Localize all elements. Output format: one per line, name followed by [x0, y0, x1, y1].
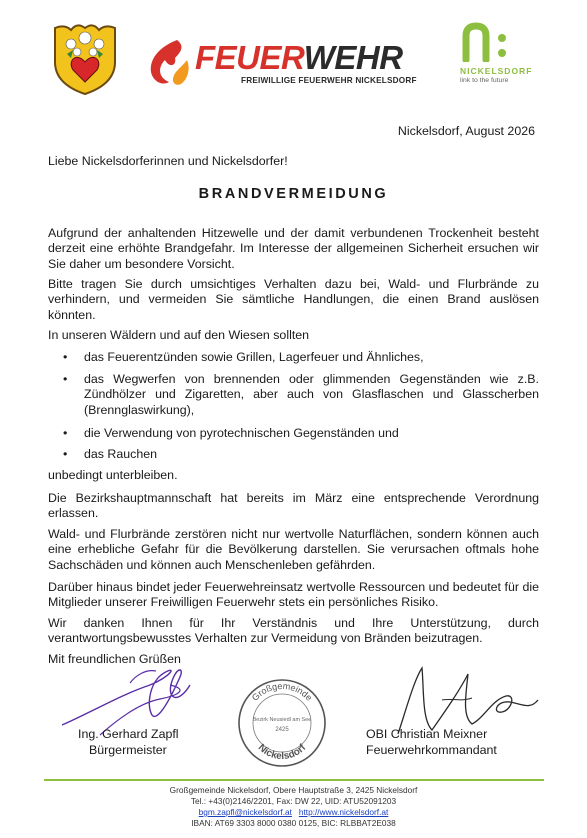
- stamp-seal-icon: [236, 677, 328, 769]
- stamp-bottom-text: Nickelsdorf: [255, 742, 309, 763]
- coat-of-arms-icon: [47, 22, 123, 96]
- commander-name: OBI Christian Meixner: [366, 727, 488, 741]
- commander-role: Feuerwehrkommandant: [366, 743, 497, 757]
- mayor-role: Bürgermeister: [89, 743, 167, 757]
- municipality-logo: [460, 22, 540, 86]
- footer-website-link[interactable]: http://www.nickelsdorf.at: [298, 807, 389, 817]
- footer-contact: Tel.: +43(0)2146/2201, Fax: DW 22, UID: ATU52091203: [190, 796, 397, 806]
- list-item: die Verwendung von pyrotechnischen Gegenständen und: [84, 426, 399, 440]
- brand-wordmark: [195, 40, 403, 76]
- municipality-logo-name: NICKELSDORF: [460, 66, 533, 76]
- paragraph-3: In unseren Wäldern und auf den Wiesen sollten: [48, 328, 310, 342]
- stamp-code-text: 2425: [275, 727, 289, 733]
- paragraph-7: Darüber hinaus bindet jeder Feuerwehreinsatz wertvolle Ressourcen und bedeutet für die Mitglieder unserer Freiwilligen Feuerwehr stets ein persönliches Risiko.: [48, 580, 539, 610]
- list-item: das Rauchen: [84, 447, 158, 461]
- place-date: Nickelsdorf, August 2026: [397, 124, 535, 138]
- brand-word-feuer: FEUER: [195, 39, 304, 76]
- municipal-stamp: [236, 677, 328, 769]
- brand-subtitle: FREIWILLIGE FEUERWEHR NICKELSDORF: [241, 76, 417, 85]
- brand-word-wehr: WEHR: [303, 39, 403, 76]
- stamp-top-text: Großgemeinde: [249, 680, 315, 703]
- bullet-dot: •: [63, 372, 68, 386]
- salutation: Liebe Nickelsdorferinnen und Nickelsdorfer!: [48, 154, 288, 168]
- footer-divider: [44, 779, 544, 781]
- paragraph-4: unbedingt unterbleiben.: [48, 468, 178, 482]
- stamp-middle-text: Bezirk Neusiedl am See: [252, 717, 312, 723]
- list-item: das Wegwerfen von brennenden oder glimmenden Gegenständen wie z.B. Zündhölzer und Zigaretten, aber auch von Glasflaschen und Glasscherben (Brennglaswirkung),: [84, 372, 539, 417]
- municipality-n-icon: [462, 22, 518, 62]
- mayor-name: Ing. Gerhard Zapfl: [78, 727, 179, 741]
- municipality-logo-tagline: link to the future: [460, 77, 509, 84]
- footer-links: [0, 807, 587, 817]
- letter-title: BRANDVERMEIDUNG: [198, 186, 389, 202]
- footer-email-link[interactable]: bgm.zapfl@nickelsdorf.at: [198, 807, 292, 817]
- coat-of-arms-logo: [47, 22, 123, 96]
- flame-icon: [147, 38, 189, 86]
- list-item: das Feuerentzünden sowie Grillen, Lagerfeuer und Ähnliches,: [84, 350, 424, 364]
- paragraph-2: Bitte tragen Sie durch umsichtiges Verhalten dazu bei, Wald- und Flurbrände zu verhindern, und vermeiden Sie sämtliche Handlungen, die einen Brand auslösen könnten.: [48, 277, 539, 322]
- paragraph-6: Wald- und Flurbrände zerstören nicht nur wertvolle Naturflächen, sondern können auch eine erhebliche Gefahr für die Bevölkerung darstellen. Sie verursachen oftmals hohe Sachschäden und können auch Menschenleben gefährden.: [48, 527, 539, 572]
- bullet-dot: •: [63, 447, 68, 461]
- footer-bank: IBAN: AT69 3303 8000 0380 0125, BIC: RLBBAT2E038: [191, 818, 396, 828]
- closing: Mit freundlichen Grüßen: [48, 652, 181, 666]
- paragraph-8: Wir danken Ihnen für Ihr Verständnis und Ihre Unterstützung, durch verantwortungsbewusstes Verhalten zur Vermeidung von Bränden beizutragen.: [48, 616, 539, 646]
- bullet-dot: •: [63, 426, 68, 440]
- paragraph-1: Aufgrund der anhaltenden Hitzewelle und der damit verbundenen Trockenheit besteht derzeit eine erhöhte Brandgefahr. Im Interesse der allgemeinen Sicherheit ersuchen wir Sie daher um besondere Vorsicht.: [48, 226, 539, 271]
- fire-department-logo: [147, 38, 417, 88]
- footer-address: Großgemeinde Nickelsdorf, Obere Hauptstraße 3, 2425 Nickelsdorf: [169, 785, 418, 795]
- bullet-dot: •: [63, 350, 68, 364]
- paragraph-5: Die Bezirkshauptmannschaft hat bereits im März eine entsprechende Verordnung erlassen.: [48, 491, 539, 521]
